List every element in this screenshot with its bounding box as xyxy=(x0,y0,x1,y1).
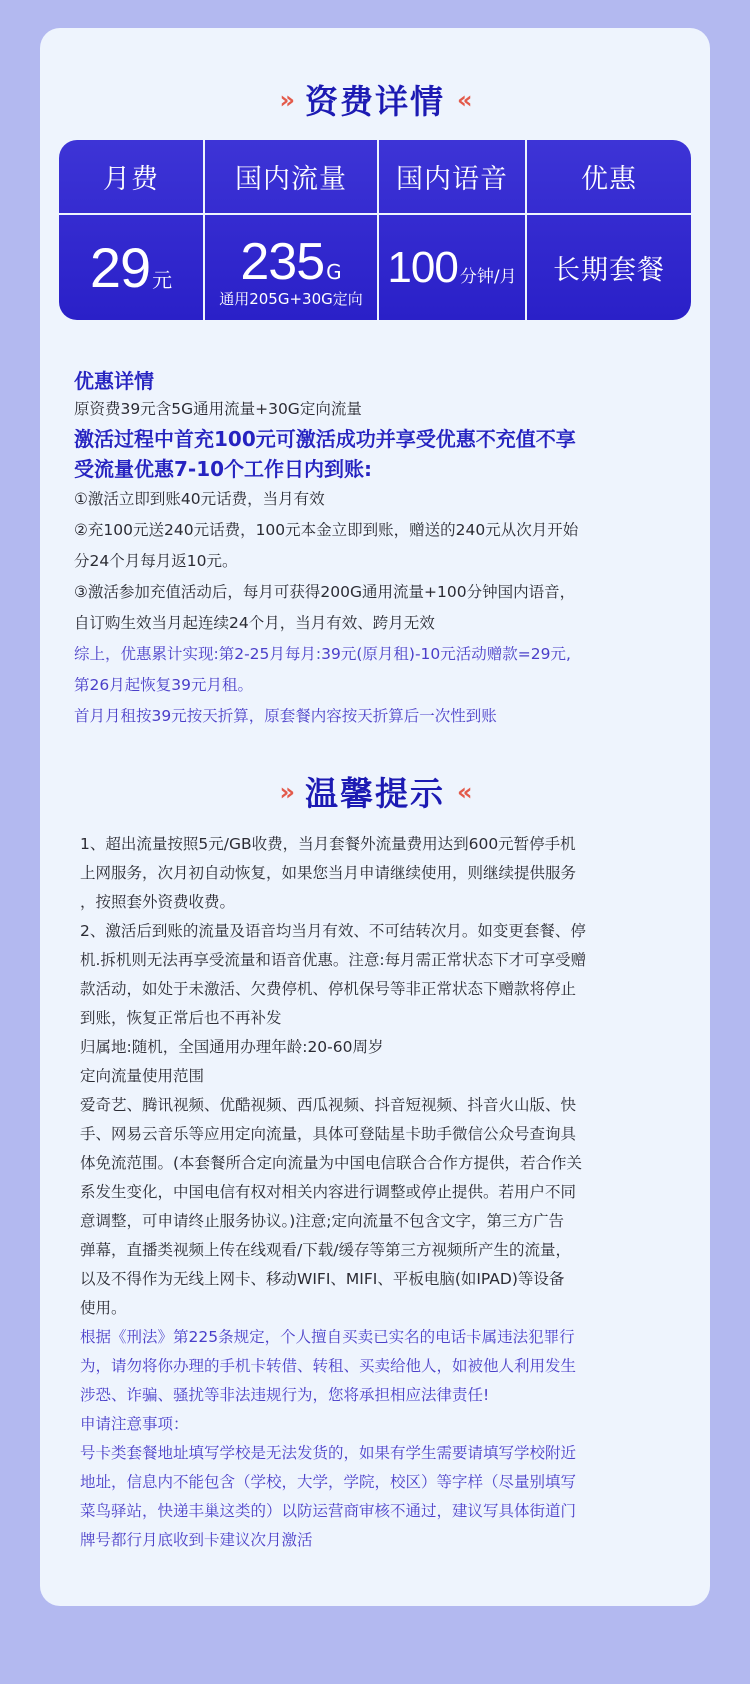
tip-line: 机.拆机则无法再享受流量和语音优惠。注意:每月需正常状态下才可享受赠 xyxy=(80,951,587,969)
detail-highlight-line: 激活过程中首充100元可激活成功并享受优惠不充值不享 xyxy=(74,427,576,451)
tip-line: 1、超出流量按照5元/GB收费，当月套餐外流量费用达到600元暂停手机 xyxy=(80,835,576,853)
header-monthly-fee: 月费 xyxy=(103,164,159,195)
chevron-left-icon: « xyxy=(457,777,471,806)
tip-line: 以及不得作为无线上网卡、移动WIFI、MIFI、平板电脑(如IPAD)等设备 xyxy=(80,1270,565,1288)
content-card xyxy=(40,28,710,1606)
tips-list xyxy=(80,830,690,1555)
voice-value: 100 xyxy=(387,242,458,292)
value-cell-data xyxy=(205,215,379,320)
data-value: 235 xyxy=(240,233,325,291)
detail-line: 自订购生效当月起连续24个月，当月有效、跨月无效 xyxy=(74,614,435,632)
chevron-right-icon: » xyxy=(279,85,293,114)
plan-table xyxy=(59,140,691,320)
detail-summary-line: 第26月起恢复39元月租。 xyxy=(74,676,253,694)
fee-section-title: 资费详情 xyxy=(305,82,445,121)
detail-highlight-line: 受流量优惠7-10个工作日内到账: xyxy=(74,457,373,481)
notice-line: 牌号都行月底收到卡建议次月激活 xyxy=(80,1531,313,1549)
tip-line: 定向流量使用范围 xyxy=(80,1067,205,1085)
detail-line: 原资费39元含5G通用流量+30G定向流量 xyxy=(74,400,362,418)
monthly-fee-value: 29 xyxy=(89,236,151,299)
legal-warning-line: 为，请勿将你办理的手机卡转借、转租、买卖给他人，如被他人利用发生 xyxy=(80,1357,577,1375)
data-breakdown: 通用205G+30G定向 xyxy=(219,290,363,308)
value-cell-fee xyxy=(59,215,205,320)
tip-line: 体免流范围。(本套餐所合定向流量为中国电信联合合作方提供，若合作关 xyxy=(80,1154,583,1172)
legal-warning-line: 涉恐、诈骗、骚扰等非法违规行为，您将承担相应法律责任! xyxy=(80,1386,490,1404)
header-cell xyxy=(527,140,691,213)
header-cell xyxy=(379,140,527,213)
value-cell-promo xyxy=(527,215,691,320)
tip-line: 意调整，可申请终止服务协议。)注意;定向流量不包含文字，第三方广告 xyxy=(80,1212,565,1230)
promo-value: 长期套餐 xyxy=(553,255,665,286)
detail-line: 分24个月每月返10元。 xyxy=(74,552,238,570)
plan-table-values xyxy=(59,215,691,320)
header-domestic-data: 国内流量 xyxy=(235,164,347,195)
fee-section-heading xyxy=(40,76,710,123)
tip-line: 使用。 xyxy=(80,1299,127,1317)
detail-line: ①激活立即到账40元话费，当月有效 xyxy=(74,490,325,508)
tip-line: 到账，恢复正常后也不再补发 xyxy=(80,1009,282,1027)
tip-line: 弹幕，直播类视频上传在线观看/下载/缓存等第三方视频所产生的流量， xyxy=(80,1241,571,1259)
chevron-left-icon: « xyxy=(457,85,471,114)
tip-line: 款活动，如处于未激活、欠费停机、停机保号等非正常状态下赠款将停止 xyxy=(80,980,577,998)
header-domestic-voice: 国内语音 xyxy=(396,164,508,195)
header-cell xyxy=(59,140,205,213)
tip-line: 手、网易云音乐等应用定向流量，具体可登陆星卡助手微信公众号查询具 xyxy=(80,1125,577,1143)
tip-line: 归属地:随机，全国通用办理年龄:20-60周岁 xyxy=(80,1038,384,1056)
tips-section-title: 温馨提示 xyxy=(305,774,445,813)
tip-line: ，按照套外资费收费。 xyxy=(80,893,236,911)
monthly-fee-unit: 元 xyxy=(152,268,173,292)
notice-line: 号卡类套餐地址填写学校是无法发货的，如果有学生需要请填写学校附近 xyxy=(80,1444,577,1462)
promo-details-title: 优惠详情 xyxy=(74,369,154,393)
tip-line: 系发生变化，中国电信有权对相关内容进行调整或停止提供。若用户不同 xyxy=(80,1183,577,1201)
header-promo: 优惠 xyxy=(581,164,637,195)
notice-heading: 申请注意事项： xyxy=(80,1415,189,1433)
detail-summary-line: 综上，优惠累计实现:第2-25月每月:39元(原月租)-10元活动赠款=29元, xyxy=(74,645,571,663)
detail-line: ③激活参加充值活动后，每月可获得200G通用流量+100分钟国内语音， xyxy=(74,583,576,601)
tip-line: 2、激活后到账的流量及语音均当月有效、不可结转次月。如变更套餐、停 xyxy=(80,922,586,940)
tips-section-heading xyxy=(40,768,710,815)
notice-line: 地址，信息内不能包含（学校，大学，学院，校区）等字样（尽量别填写 xyxy=(80,1473,577,1491)
tip-line: 爱奇艺、腾讯视频、优酷视频、西瓜视频、抖音短视频、抖音火山版、快 xyxy=(80,1096,577,1114)
chevron-right-icon: » xyxy=(279,777,293,806)
legal-warning-line: 根据《刑法》第225条规定，个人擅自买卖已实名的电话卡属违法犯罪行 xyxy=(80,1328,575,1346)
data-unit: G xyxy=(326,260,342,284)
value-cell-voice xyxy=(379,215,527,320)
plan-table-header xyxy=(59,140,691,213)
detail-line: ②充100元送240元话费，100元本金立即到账，赠送的240元从次月开始 xyxy=(74,521,579,539)
header-cell xyxy=(205,140,379,213)
notice-line: 菜鸟驿站，快递丰巢这类的）以防运营商审核不通过，建议写具体街道门 xyxy=(80,1502,577,1520)
tip-line: 上网服务，次月初自动恢复，如果您当月申请继续使用，则继续提供服务 xyxy=(80,864,577,882)
promo-details xyxy=(74,366,684,732)
voice-unit: 分钟/月 xyxy=(459,266,517,287)
detail-summary-line: 首月月租按39元按天折算，原套餐内容按天折算后一次性到账 xyxy=(74,707,497,725)
